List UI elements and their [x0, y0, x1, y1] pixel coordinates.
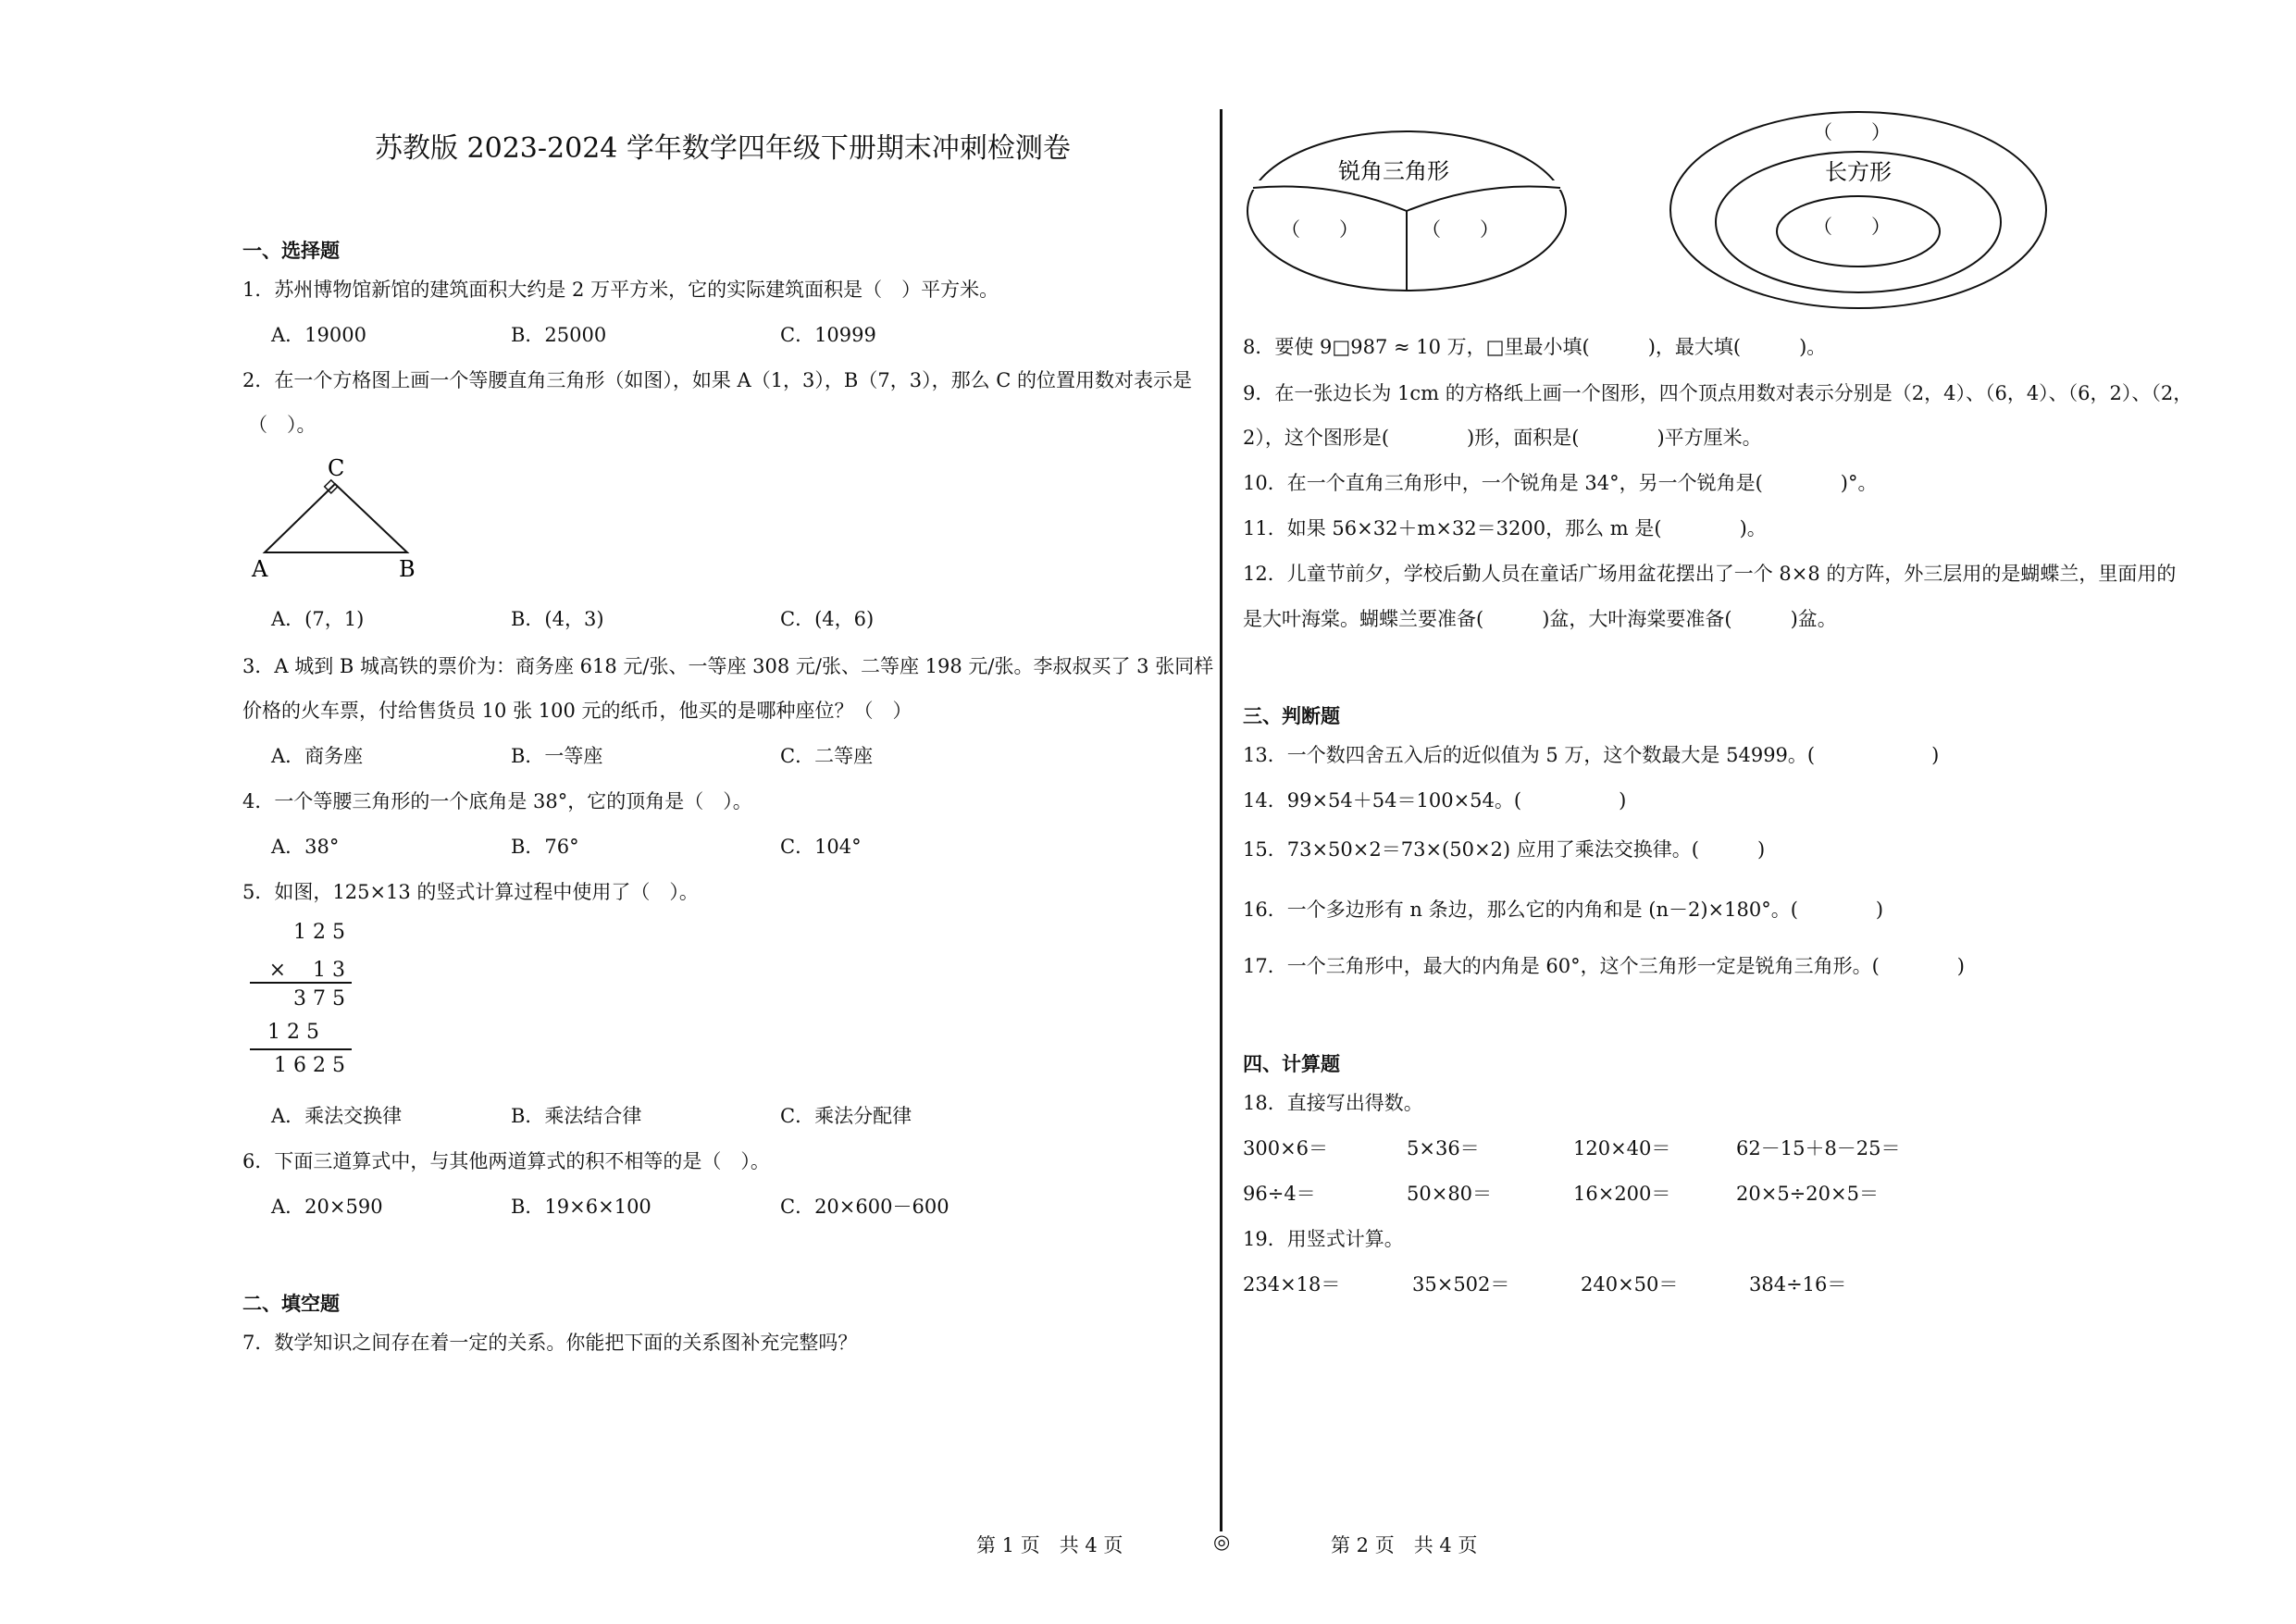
question-12-line2: 是大叶海棠。蝴蝶兰要准备( )盆，大叶海棠要准备( )盆。	[1243, 608, 1837, 630]
section-heading-fill: 二、填空题	[242, 1292, 340, 1315]
calc-line-1	[250, 982, 352, 984]
q4-option-a[interactable]: A．38°	[271, 836, 340, 858]
question-2-line1: 2．在一个方格图上画一个等腰直角三角形（如图），如果 A（1，3），B（7，3），那么 C 的位置用数对表示是	[242, 369, 1192, 391]
question-3-line1: 3．A 城到 B 城高铁的票价为：商务座 618 元/张、一等座 308 元/张、二等座 198 元/张。李叔叔买了 3 张同样	[242, 655, 1214, 677]
question-1: 1．苏州博物馆新馆的建筑面积大约是 2 万平方米，它的实际建筑面积是（ ）平方米。	[242, 279, 999, 301]
q18-item-4: 62－15＋8－25＝	[1736, 1137, 1901, 1159]
q4-option-c[interactable]: C．104°	[780, 836, 862, 858]
diagram1-blank-right[interactable]: （ ）	[1421, 218, 1499, 241]
q2-option-b[interactable]: B．(4，3)	[511, 608, 604, 630]
relationship-diagram-triangles	[1240, 125, 1573, 310]
question-5: 5．如图，125×13 的竖式计算过程中使用了（ ）。	[242, 881, 699, 903]
question-13: 13．一个数四舍五入后的近似值为 5 万，这个数最大是 54999。( )	[1243, 744, 1940, 766]
q19-item-3: 240×50＝	[1581, 1273, 1679, 1295]
q1-option-a[interactable]: A．19000	[271, 324, 366, 346]
q3-option-b[interactable]: B．一等座	[511, 745, 603, 767]
triangle-label-b: B	[399, 556, 416, 582]
section-heading-calc: 四、计算题	[1243, 1052, 1340, 1075]
q18-item-2: 5×36＝	[1407, 1137, 1480, 1159]
q6-option-a[interactable]: A．20×590	[271, 1196, 383, 1218]
q5-option-a[interactable]: A．乘法交换律	[271, 1105, 403, 1127]
q3-option-c[interactable]: C．二等座	[780, 745, 874, 767]
question-3-line2: 价格的火车票，付给售货员 10 张 100 元的纸币，他买的是哪种座位？（ ）	[242, 700, 912, 722]
q18-item-7: 16×200＝	[1573, 1183, 1671, 1205]
triangle-label-a: A	[252, 556, 268, 582]
q6-option-b[interactable]: B．19×6×100	[511, 1196, 652, 1218]
calc-multiplicand: 1 2 5	[293, 921, 345, 944]
calc-partial-1: 3 7 5	[293, 987, 345, 1010]
question-7: 7．数学知识之间存在着一定的关系。你能把下面的关系图补充完整吗？	[242, 1332, 858, 1354]
diagram2-label: 长方形	[1825, 159, 1892, 185]
diagram2-blank-inner[interactable]: （ ）	[1813, 216, 1891, 238]
relationship-diagram-quadrilaterals	[1661, 104, 2059, 316]
question-6: 6．下面三道算式中，与其他两道算式的积不相等的是（ ）。	[242, 1150, 770, 1172]
q18-item-6: 50×80＝	[1407, 1183, 1493, 1205]
triangle-label-c: C	[328, 455, 345, 481]
triangle-figure	[246, 453, 431, 583]
q5-option-c[interactable]: C．乘法分配律	[780, 1105, 912, 1127]
q5-option-b[interactable]: B．乘法结合律	[511, 1105, 642, 1127]
question-16: 16．一个多边形有 n 条边，那么它的内角和是 (n－2)×180°。( )	[1243, 899, 1884, 921]
column-divider	[1220, 109, 1222, 1531]
calc-multiplier: × 1 3	[268, 959, 345, 982]
calc-partial-2: 1 2 5	[267, 1021, 319, 1044]
q2-option-c[interactable]: C．(4，6)	[780, 608, 875, 630]
question-14: 14．99×54＋54＝100×54。( )	[1243, 789, 1627, 812]
vertical-calculation	[245, 921, 356, 1087]
footer-mark: ◎	[1213, 1531, 1231, 1553]
q3-option-a[interactable]: A．商务座	[271, 745, 364, 767]
question-9-line2: 2），这个图形是( )形，面积是( )平方厘米。	[1243, 427, 1762, 449]
calc-product: 1 6 2 5	[274, 1054, 345, 1077]
question-9-line1: 9．在一张边长为 1cm 的方格纸上画一个图形，四个顶点用数对表示分别是（2，4）、（6，4）、（6，2）、（2，	[1243, 382, 2193, 404]
q18-item-3: 120×40＝	[1573, 1137, 1671, 1159]
q1-option-c[interactable]: C．10999	[780, 324, 876, 346]
question-15: 15．73×50×2＝73×(50×2) 应用了乘法交换律。( )	[1243, 838, 1766, 861]
calc-line-2	[250, 1048, 352, 1050]
footer-page-1: 第 1 页 共 4 页	[976, 1534, 1123, 1556]
q18-item-1: 300×6＝	[1243, 1137, 1329, 1159]
question-8: 8．要使 9□987 ≈ 10 万，□里最小填( )，最大填( )。	[1243, 336, 1827, 358]
question-10: 10．在一个直角三角形中，一个锐角是 34°，另一个锐角是( )°。	[1243, 472, 1878, 494]
question-4: 4．一个等腰三角形的一个底角是 38°，它的顶角是（ ）。	[242, 790, 752, 812]
q19-item-2: 35×502＝	[1412, 1273, 1510, 1295]
section-heading-judge: 三、判断题	[1243, 704, 1340, 727]
q18-item-8: 20×5÷20×5＝	[1736, 1183, 1879, 1205]
diagram1-blank-left[interactable]: （ ）	[1281, 218, 1359, 241]
question-2-line2: （ ）。	[248, 414, 316, 436]
diagram2-blank-outer[interactable]: （ ）	[1813, 121, 1891, 143]
q4-option-b[interactable]: B．76°	[511, 836, 579, 858]
diagram1-label: 锐角三角形	[1338, 158, 1449, 184]
question-19: 19．用竖式计算。	[1243, 1228, 1404, 1250]
footer-page-2: 第 2 页 共 4 页	[1331, 1534, 1478, 1556]
q19-item-1: 234×18＝	[1243, 1273, 1341, 1295]
q1-option-b[interactable]: B．25000	[511, 324, 607, 346]
q2-option-a[interactable]: A．(7，1)	[271, 608, 365, 630]
question-11: 11．如果 56×32＋m×32＝3200，那么 m 是( )。	[1243, 517, 1767, 539]
q18-item-5: 96÷4＝	[1243, 1183, 1316, 1205]
q19-item-4: 384÷16＝	[1749, 1273, 1847, 1295]
page-title: 苏教版 2023-2024 学年数学四年级下册期末冲刺检测卷	[375, 132, 1071, 165]
question-18: 18．直接写出得数。	[1243, 1092, 1423, 1114]
question-12-line1: 12．儿童节前夕，学校后勤人员在童话广场用盆花摆出了一个 8×8 的方阵，外三层用的是蝴蝶兰，里面用的	[1243, 563, 2177, 585]
question-17: 17．一个三角形中，最大的内角是 60°，这个三角形一定是锐角三角形。( )	[1243, 955, 1966, 977]
q6-option-c[interactable]: C．20×600－600	[780, 1196, 949, 1218]
section-heading-choice: 一、选择题	[242, 239, 340, 262]
